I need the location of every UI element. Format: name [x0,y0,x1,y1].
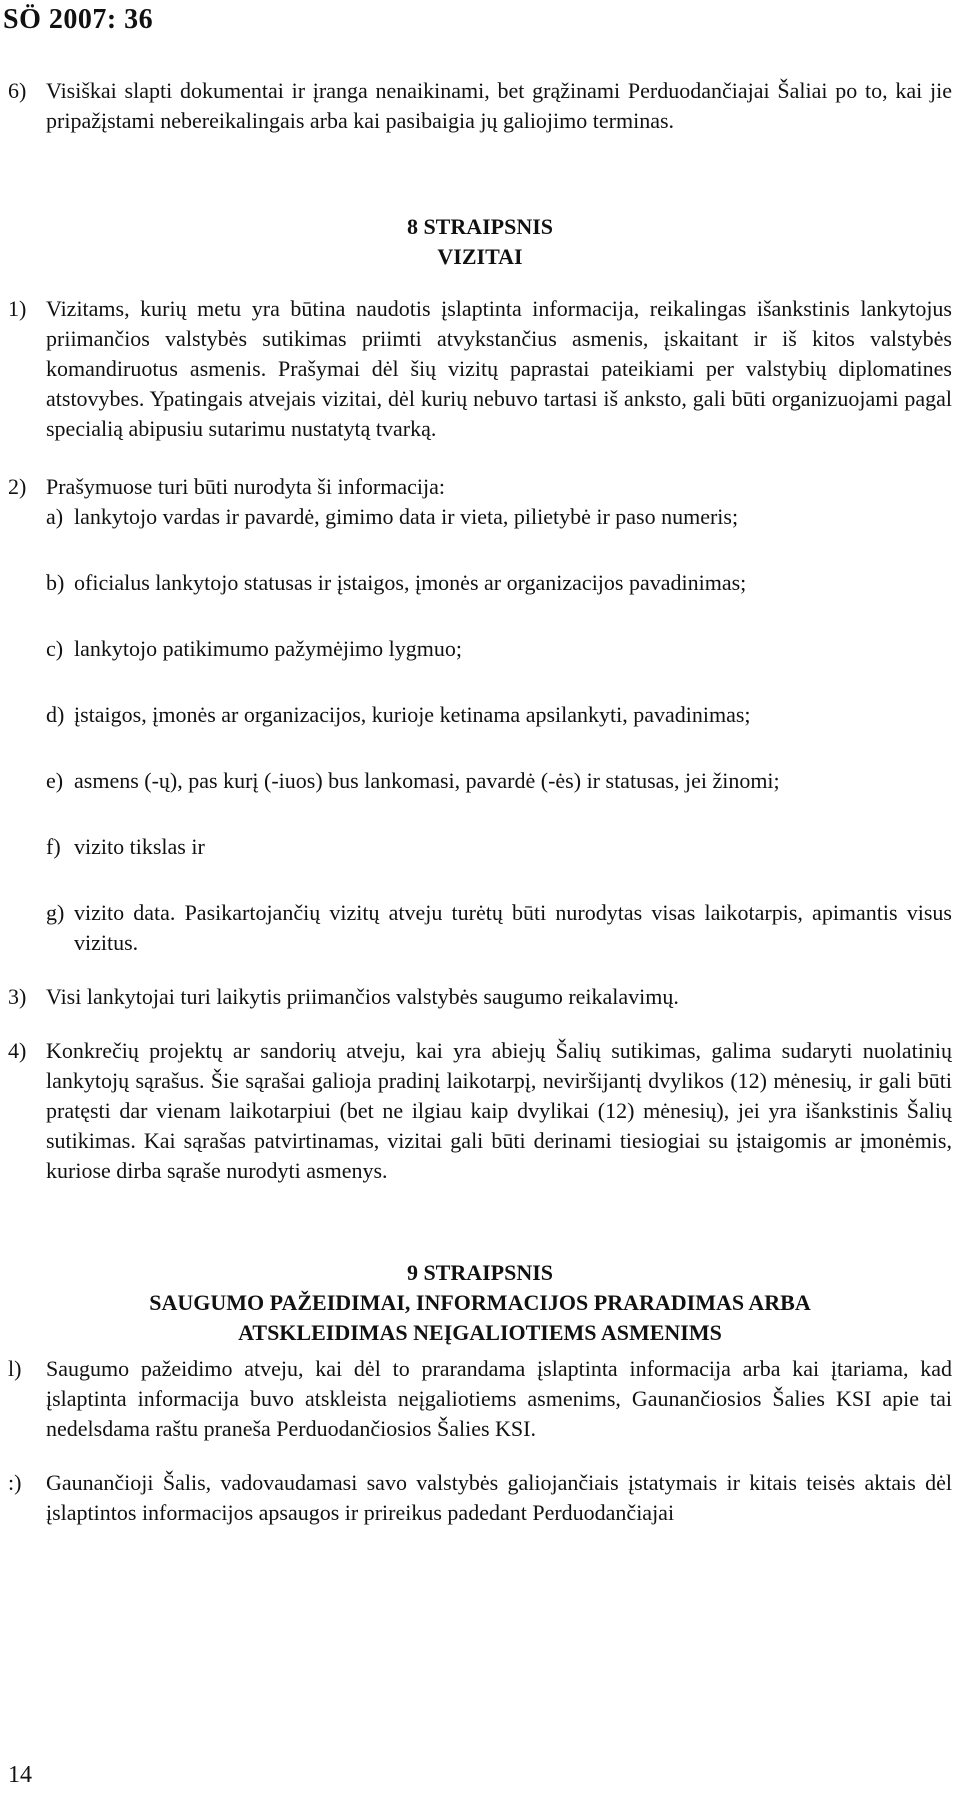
item-text: vizito data. Pasikartojančių vizitų atveju turėtų būti nurodytas visas laikotarpis, apimantis visus vizitus. [74,900,952,955]
page-body [0,76,960,1528]
article8-number: 8 STRAIPSNIS [406,214,554,239]
paragraph-number: l) [8,1356,22,1381]
article9-title-line1: SAUGUMO PAŽEIDIMAI, INFORMACIJOS PRARADIMAS ARBA [149,1290,811,1315]
request-item-c [0,634,960,664]
item-text: įstaigos, įmonės ar organizacijos, kurioje ketinama apsilankyti, pavadinimas; [74,702,751,727]
article7-paragraph-6 [0,76,960,136]
paragraph-number: 4) [8,1038,27,1063]
paragraph-text: Visi lankytojai turi laikytis priimančios valstybės saugumo reikalavimų. [46,984,679,1009]
article8-paragraph-1 [0,294,960,444]
article8-paragraph-3 [0,982,960,1012]
paragraph-number: 1) [8,296,27,321]
request-item-b [0,568,960,598]
request-item-d [0,700,960,730]
paragraph-text: Visiškai slapti dokumentai ir įranga nenaikinami, bet grąžinami Perduodančiajai Šaliai po to, kai jie pripažįstami nebereikalingais arba kai pasibaigia jų galiojimo terminas. [46,78,952,133]
paragraph-number: 3) [8,984,27,1009]
item-text: vizito tikslas ir [74,834,205,859]
item-letter: b) [46,570,65,595]
item-letter: d) [46,702,65,727]
paragraph-text: Konkrečių projektų ar sandorių atveju, kai yra abiejų Šalių sutikimas, galima sudaryti nuolatinių lankytojų sąrašus. Šie sąrašai galioja pradinį laikotarpį, neviršijantį dvylikos (12) mėnesių, ir gali būti pratęsti dar vienam laikotarpiui (bet ne ilgiau kaip dvylikai (12) mėnesių), jei yra išankstinis Šalių sutikimas. Kai sąrašas patvirtinamas, vizitai gali būti derinami tiesiogiai su įstaigomis ar įmonėmis, kuriose dirba sąraše nurodyti asmenys. [46,1038,952,1183]
article9-number: 9 STRAIPSNIS [406,1260,554,1285]
item-text: lankytojo patikimumo pažymėjimo lygmuo; [74,636,463,661]
paragraph-text: Saugumo pažeidimo atveju, kai dėl to prarandama įslaptinta informacija arba kai įtariama, kad įslaptinta informacija buvo atskleista neįgaliotiems asmenims, Gaunančiosios Šalies KSI apie tai nedelsdama raštu praneša Perduodančiosios Šalies KSI. [46,1356,952,1441]
item-text: asmens (-ų), pas kurį (-iuos) bus lankomasi, pavardė (-ės) ir statusas, jei žinomi; [74,768,780,793]
item-letter: a) [46,504,64,529]
request-item-f [0,832,960,862]
paragraph-intro: Prašymuose turi būti nurodyta ši informacija: [46,474,445,499]
article8-paragraph-4 [0,1036,960,1186]
article9-paragraph-1 [0,1354,960,1444]
page-number: 14 [8,1762,32,1788]
item-letter: c) [46,636,64,661]
item-text: lankytojo vardas ir pavardė, gimimo data ir vieta, pilietybė ir paso numeris; [74,504,739,529]
item-text: oficialus lankytojo statusas ir įstaigos, įmonės ar organizacijos pavadinimas; [74,570,747,595]
item-letter: f) [46,834,61,859]
document-reference: SÖ 2007: 36 [3,4,154,35]
item-letter: e) [46,768,64,793]
request-item-a [0,502,960,532]
article8-paragraph-2 [0,472,960,502]
paragraph-number: 6) [8,78,27,103]
article8-title: VIZITAI [437,244,523,269]
request-item-e [0,766,960,796]
paragraph-text: Gaunančioji Šalis, vadovaudamasi savo valstybės galiojančiais įstatymais ir kitais teisės aktais dėl įslaptintos informacijos apsaugos ir prireikus padedant Perduodančiajai [46,1470,952,1525]
item-letter: g) [46,900,65,925]
request-item-g [0,898,960,958]
paragraph-number: 2) [8,474,27,499]
paragraph-number: :) [8,1470,22,1495]
article9-title-line2: ATSKLEIDIMAS NEĮGALIOTIEMS ASMENIMS [238,1320,722,1345]
paragraph-text: Vizitams, kurių metu yra būtina naudotis įslaptinta informacija, reikalingas išankstinis lankytojus priimančios valstybės sutikimas priimti atvykstančius asmenis, įskaitant ir iš kitos valstybės komandiruotus asmenis. Prašymai dėl šių vizitų paprastai pateikiami per valstybių diplomatines atstovybes. Ypatingais atvejais vizitai, dėl kurių nebuvo tartasi iš anksto, gali būti organizuojami pagal specialią abipusiu sutarimu nustatytą tvarką. [46,296,952,441]
article9-paragraph-2 [0,1468,960,1528]
